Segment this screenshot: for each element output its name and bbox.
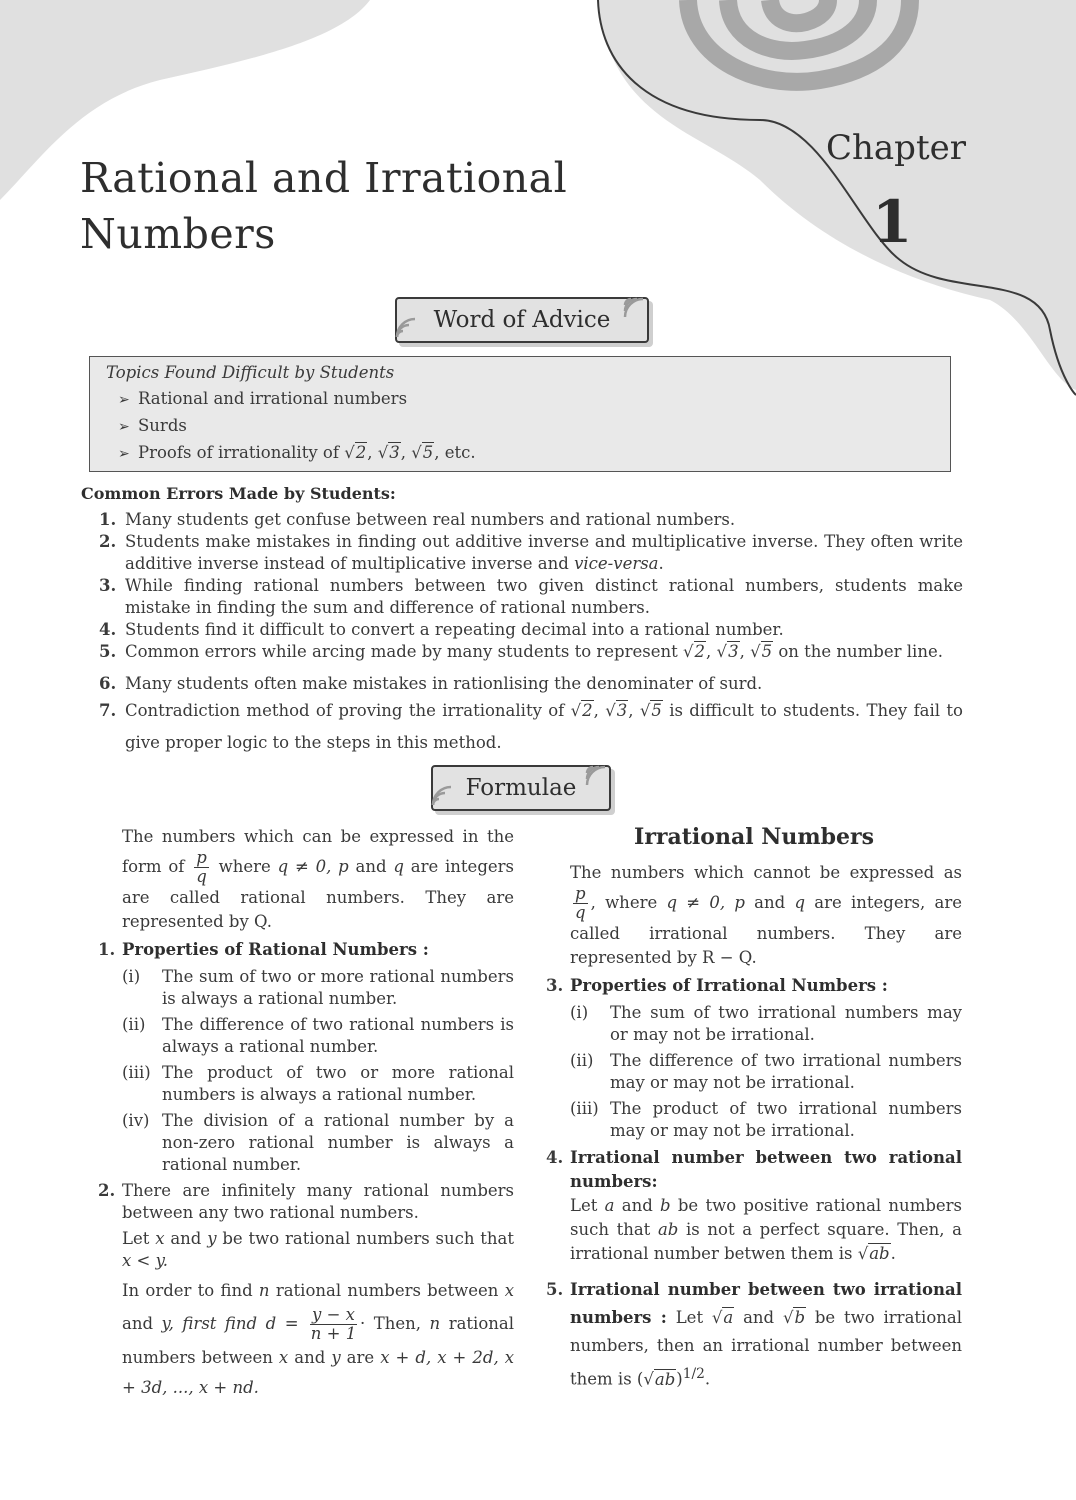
list-item: 6. Many students often make mistakes in rationlising the denominater of surd. bbox=[99, 674, 763, 693]
list-item: 5. Common errors while arcing made by many students to represent √2, √3, √5 on the number line. bbox=[99, 642, 943, 661]
rational-definition: The numbers which can be expressed in the form of $\frac{p}{q}$ where q ≠ 0, p and q are integers are called rational numbers. They are represented by Q. bbox=[122, 827, 515, 931]
fraction-p-over-q: $\frac{p}{q}$ bbox=[575, 884, 586, 922]
fraction-d-formula: $\frac{y - x}{n + 1}$ bbox=[310, 1305, 357, 1343]
list-item: 7. Contradiction method of proving the irrationality of √2, √3, √5 is difficult to students. They fail to give proper logic to the steps in this method. bbox=[99, 701, 963, 752]
word-of-advice-banner bbox=[395, 297, 649, 343]
list-item: (ii) The difference of two rational numbers is always a rational number. bbox=[122, 1015, 514, 1056]
sqrt-expression: √5 bbox=[639, 701, 662, 720]
title-line-2: Numbers bbox=[80, 210, 276, 258]
common-errors-heading: Common Errors Made by Students: bbox=[81, 484, 396, 503]
topics-list bbox=[106, 386, 934, 467]
irrational-numbers-column bbox=[546, 825, 962, 1394]
sqrt-expression: √3 bbox=[605, 701, 628, 720]
list-item: (i) The sum of two irrational numbers may or may not be irrational. bbox=[570, 1003, 962, 1044]
list-item: ➢ Proofs of irrationality of √2, √3, √5, etc. bbox=[118, 440, 934, 467]
arrow-bullet-icon: ➢ bbox=[118, 392, 130, 408]
section-heading: Properties of Irrational Numbers : bbox=[570, 976, 888, 995]
rational-properties: 1. Properties of Rational Numbers : (i) The sum of two or more rational numbers is always a rational number. (ii) The difference of two rational numbers is always a rational number. (iii) The product of two or more rational numbers is always a rational number. (iv) The division of a rational number by a non-zero rational number is always a rational number. bbox=[98, 940, 514, 1174]
section-heading: Properties of Rational Numbers : bbox=[122, 940, 429, 959]
column-title: Irrational Numbers bbox=[634, 824, 874, 850]
irrational-between-rationals: 4. Irrational number between two rational numbers: Let a and b be two positive rational numbers such that ab is not a perfect square. Then, a irrational number betwen them is √ab. bbox=[546, 1148, 963, 1263]
chapter-label: Chapter bbox=[826, 128, 966, 168]
list-item: 4. Students find it difficult to convert a repeating decimal into a rational number. bbox=[99, 620, 784, 639]
sqrt-expression: √a bbox=[711, 1308, 734, 1327]
banner-label: Formulae bbox=[465, 775, 577, 801]
list-item: 1. Many students get confuse between real numbers and rational numbers. bbox=[99, 510, 736, 529]
irrational-definition: The numbers which cannot be expressed as $\frac{p}{q}$ , where q ≠ 0, p and q are integers, are called irrational numbers. They are represented by R − Q. bbox=[570, 863, 962, 967]
signal-wave-icon bbox=[623, 297, 645, 319]
list-item: (iii) The product of two irrational numbers may or may not be irrational. bbox=[570, 1099, 962, 1140]
signal-wave-icon bbox=[585, 765, 607, 787]
sqrt-expression: √5 bbox=[411, 443, 434, 462]
chapter-title bbox=[80, 150, 600, 262]
arrow-bullet-icon: ➢ bbox=[118, 446, 130, 462]
irrational-between-irrationals: 5. Irrational number between two irrational numbers : Let √a and √b be two irrational numbers, then an irrational number between them is $(√ab)^{1/2}$. bbox=[546, 1280, 962, 1389]
top-right-blob bbox=[598, 0, 1076, 390]
banner-label: Word of Advice bbox=[433, 307, 611, 333]
topics-heading: Topics Found Difficult by Students bbox=[106, 363, 395, 382]
irrational-properties: 3. Properties of Irrational Numbers : (i) The sum of two irrational numbers may or may not be irrational. (ii) The difference of two irrational numbers may or may not be irrational. (iii) The product of two irrational numbers may or may not be irrational. bbox=[546, 976, 962, 1140]
sqrt-expression: √2 bbox=[344, 443, 367, 462]
signal-wave-icon bbox=[395, 317, 417, 339]
sqrt-expression: √2 bbox=[570, 701, 593, 720]
chapter-number: 1 bbox=[872, 188, 913, 256]
sqrt-expression: √3 bbox=[716, 642, 739, 661]
list-item: (iii) The product of two or more rational numbers is always a rational number. bbox=[122, 1063, 514, 1104]
formulae-banner bbox=[431, 765, 611, 811]
list-item: (i) The sum of two or more rational numbers is always a rational number. bbox=[122, 967, 514, 1008]
topics-difficult-box bbox=[89, 356, 951, 472]
common-errors-list bbox=[81, 509, 963, 759]
fraction-p-over-q: $\frac{p}{q}$ bbox=[196, 848, 207, 886]
title-line-1: Rational and Irrational bbox=[80, 154, 568, 202]
list-item: (ii) The difference of two irrational numbers may or may not be irrational. bbox=[570, 1051, 962, 1092]
rational-between-rule: 2. There are infinitely many rational numbers between any two rational numbers. Let x and y be two rational numbers such that x < y. In order to find n rational numbers between x and y, first find d = $\frac{y - x}{n + 1}$ · Then, n rational numbers between x and y are x + d, x + 2d, x + 3d, ..., x + nd. bbox=[98, 1181, 515, 1397]
arrow-bullet-icon: ➢ bbox=[118, 419, 130, 435]
list-item: ➢ Rational and irrational numbers bbox=[118, 386, 934, 413]
sqrt-expression: √2 bbox=[683, 642, 706, 661]
sqrt-expression: √b bbox=[782, 1308, 806, 1327]
rational-numbers-column bbox=[98, 825, 514, 1403]
sqrt-expression: √ab bbox=[857, 1244, 890, 1263]
list-item: (iv) The division of a rational number by a non-zero rational number is always a rational number. bbox=[122, 1111, 514, 1174]
list-item: ➢ Surds bbox=[118, 413, 934, 440]
list-item: 3. While finding rational numbers between two given distinct rational numbers, students make mistake in finding the sum and difference of rational numbers. bbox=[99, 576, 963, 617]
sqrt-expression: √ab bbox=[643, 1369, 676, 1389]
sqrt-expression: √5 bbox=[750, 642, 773, 661]
list-item: 2. Students make mistakes in finding out additive inverse and multiplicative inverse. They often write additive inverse instead of multiplicative inverse and vice-versa. bbox=[99, 532, 963, 573]
sqrt-expression: √3 bbox=[377, 443, 400, 462]
signal-wave-icon bbox=[431, 785, 453, 807]
